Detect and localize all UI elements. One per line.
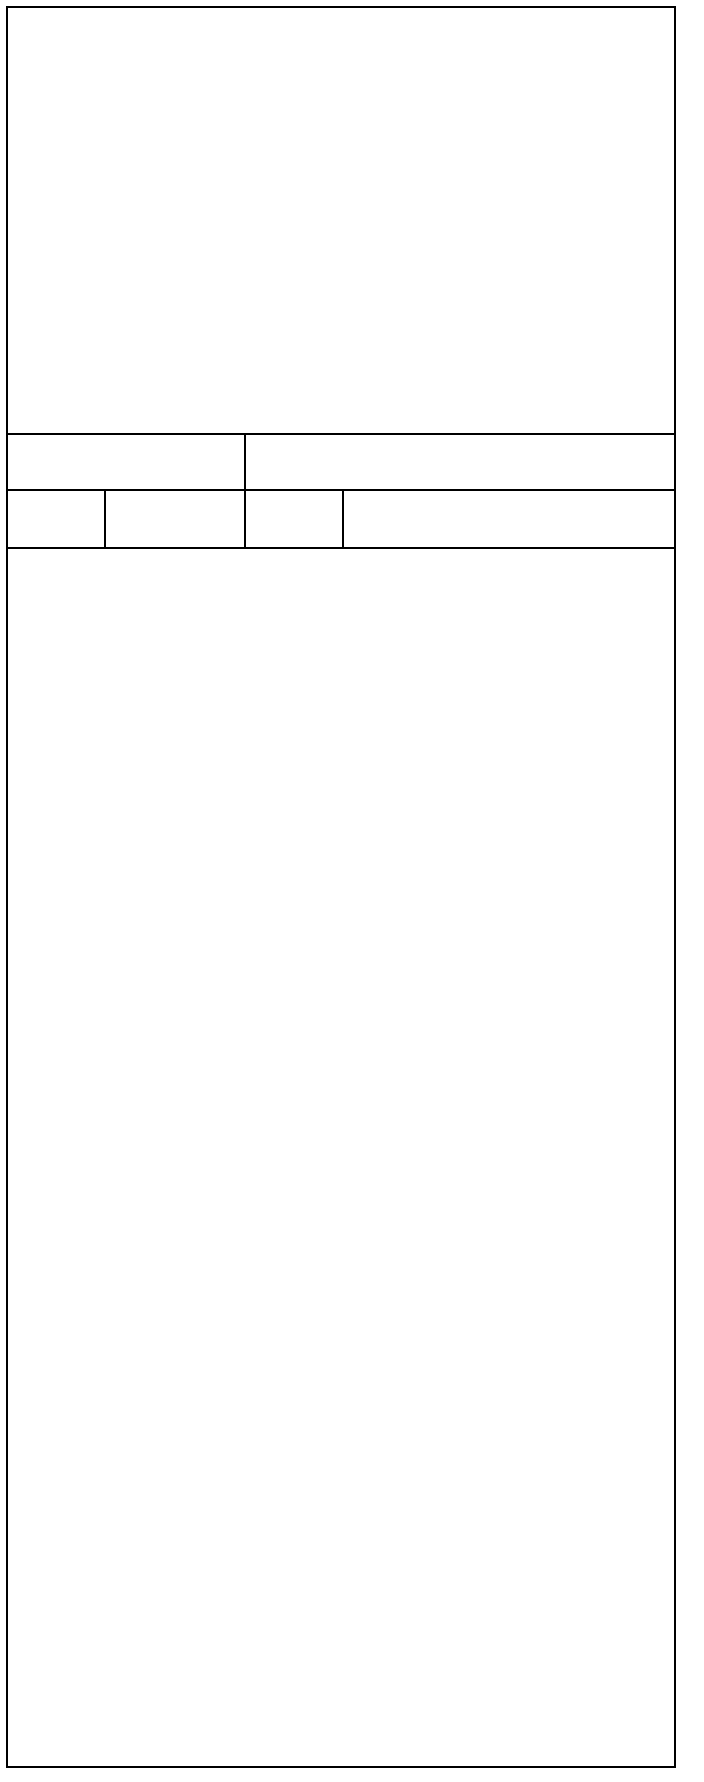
connector-illustration <box>8 8 674 433</box>
header-circuit <box>245 490 343 548</box>
header-wire-color <box>105 490 245 548</box>
header-function <box>343 490 674 548</box>
pinout-table <box>8 435 674 549</box>
connector-sheet <box>6 6 676 1768</box>
connector-info-row <box>8 435 674 490</box>
connector-info-label <box>8 435 245 490</box>
header-row <box>8 490 674 548</box>
connector-diagram <box>8 8 674 435</box>
header-pin <box>8 490 105 548</box>
connector-info-value <box>245 435 674 490</box>
